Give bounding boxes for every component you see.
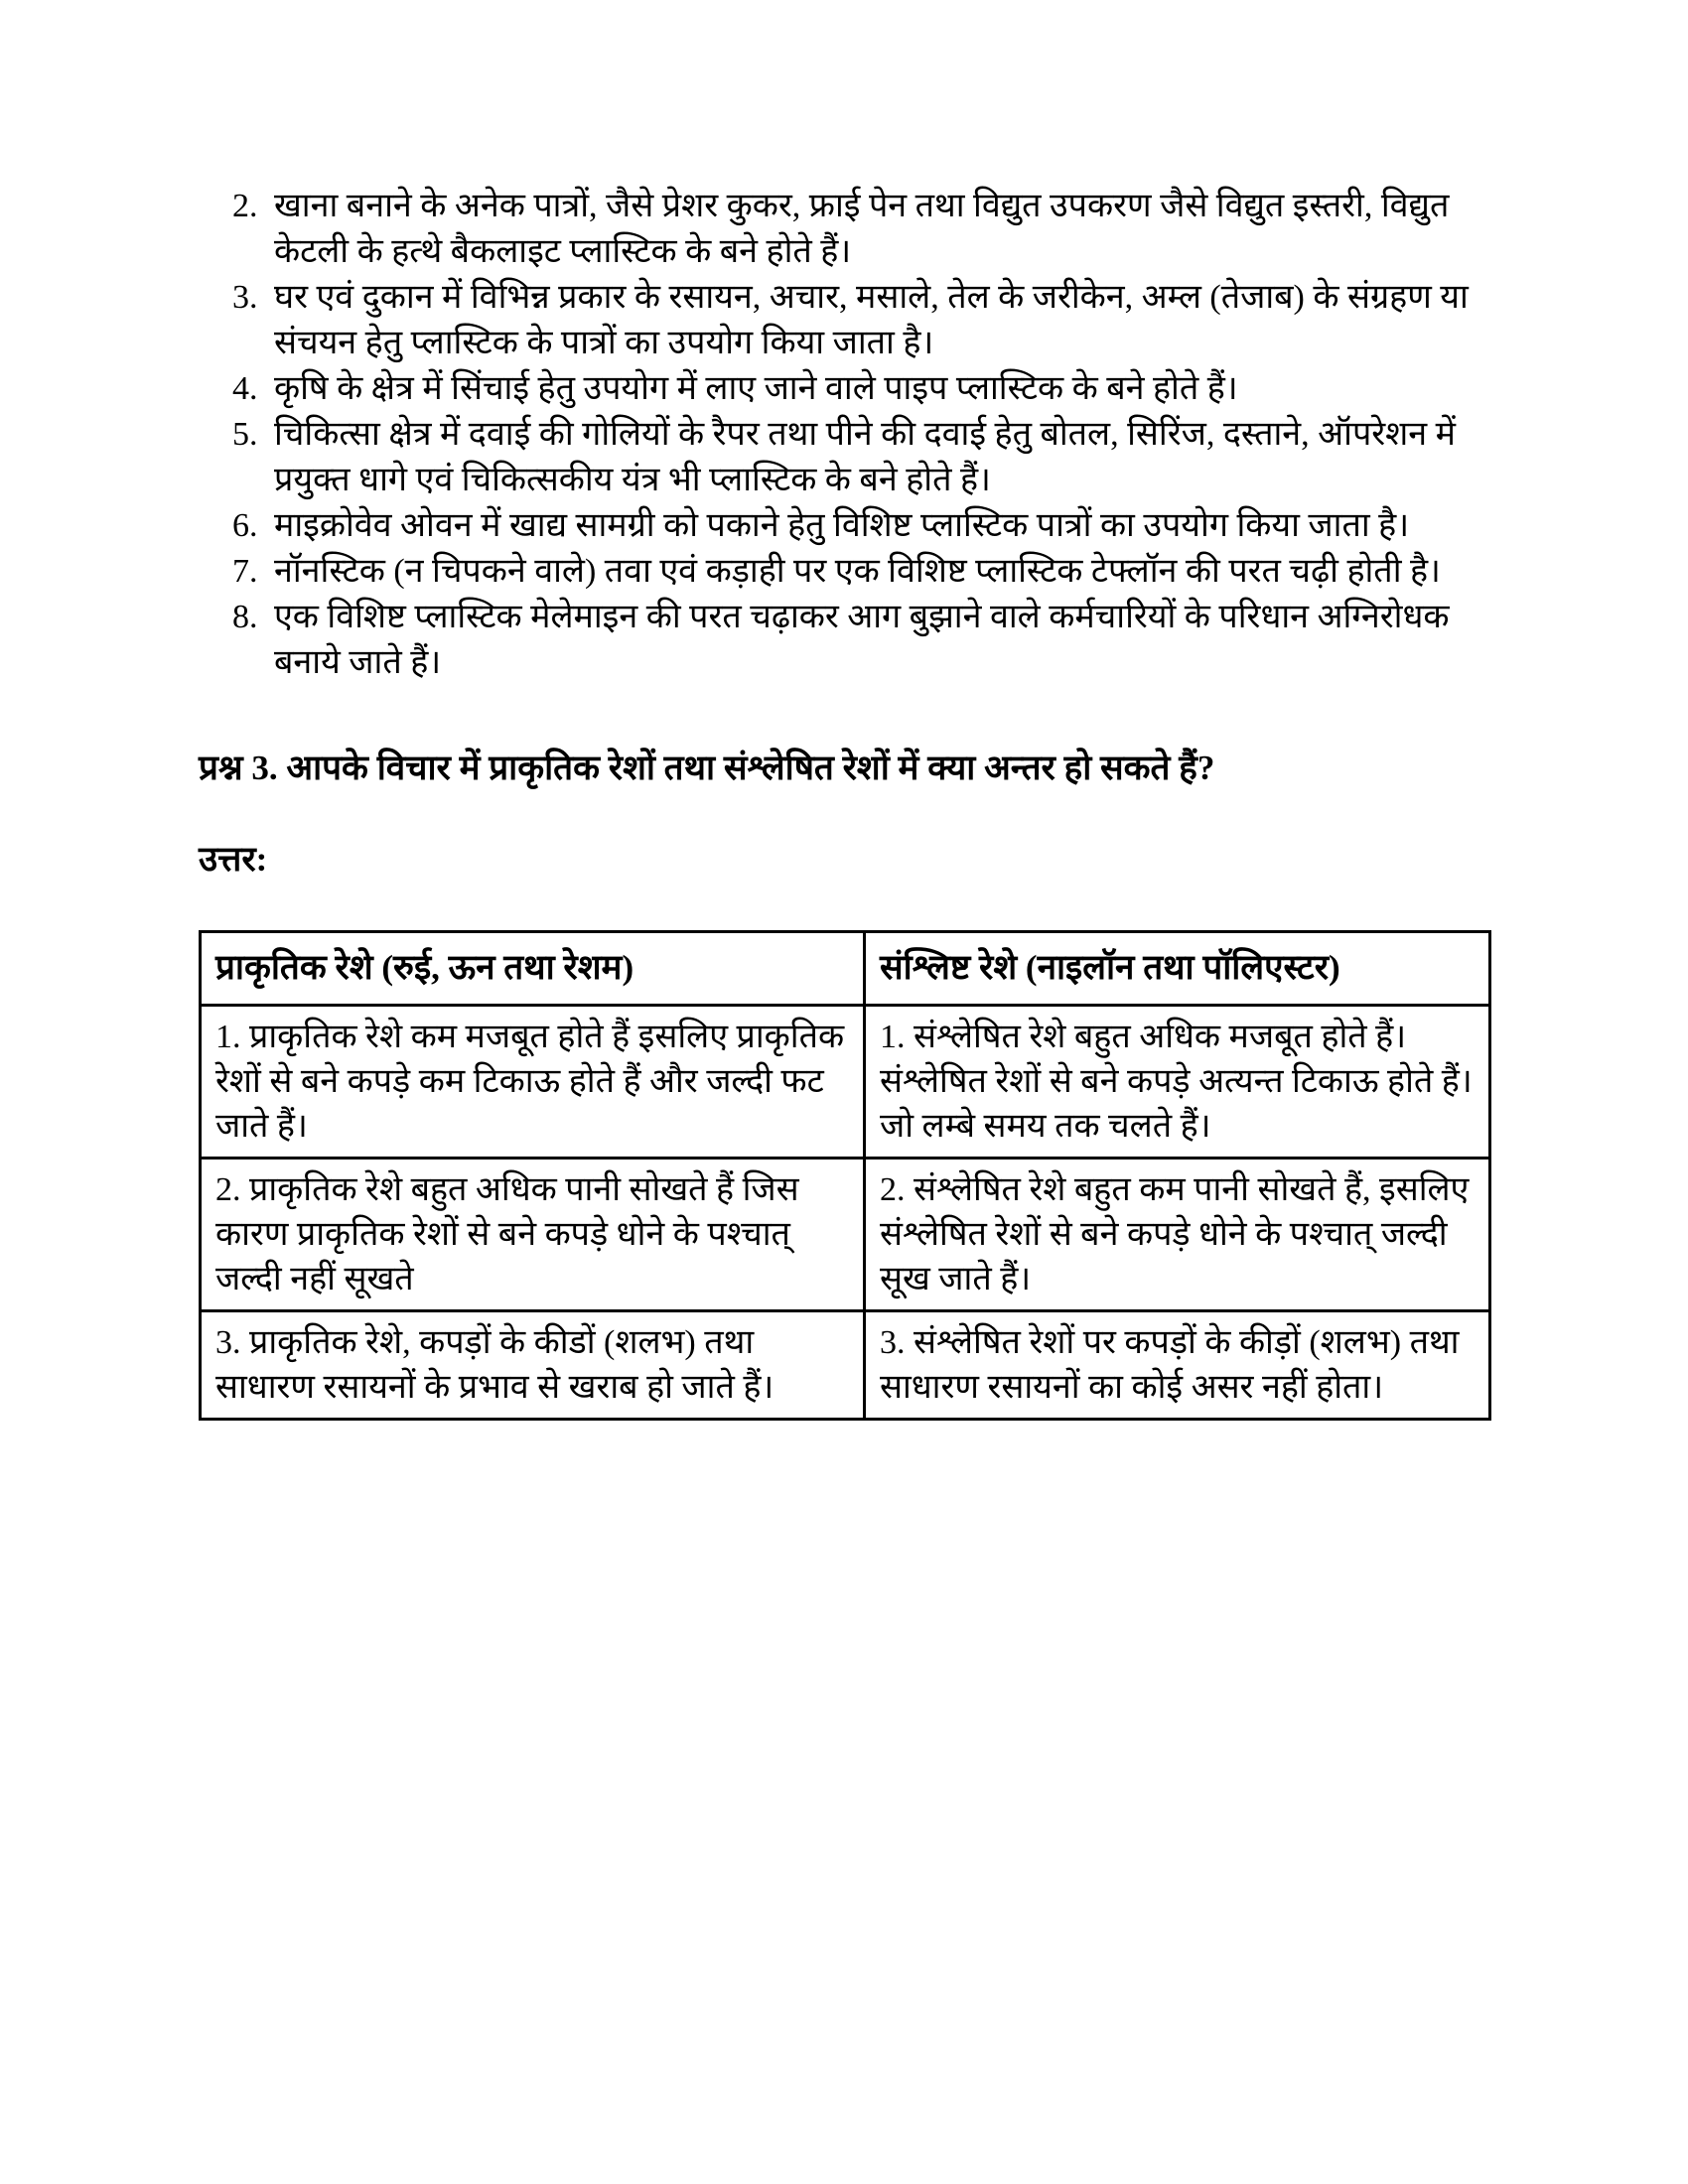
- list-item: [199, 549, 1491, 595]
- fiber-comparison-table: [199, 930, 1491, 1421]
- list-item-number: 7.: [232, 553, 258, 590]
- table-cell-natural-3: 3. प्राकृतिक रेशे, कपड़ों के कीडों (शलभ) तथा साधारण रसायनों के प्रभाव से खराब हो जाते हैं।: [201, 1311, 865, 1420]
- list-item-number: 8.: [232, 599, 258, 635]
- question-heading: प्रश्न 3. आपके विचार में प्राकृतिक रेशों तथा संश्लेषित रेशों में क्या अन्तर हो सकते हैं?: [199, 749, 1215, 787]
- list-item-number: 4.: [232, 370, 258, 407]
- table-cell-synthetic-3: 3. संश्लेषित रेशों पर कपड़ों के कीड़ों (शलभ) तथा साधारण रसायनों का कोई असर नहीं होता।: [864, 1311, 1489, 1420]
- list-item-text: घर एवं दुकान में विभिन्न प्रकार के रसायन, अचार, मसाले, तेल के जरीकेन, अम्ल (तेजाब) के संग्रहण या संचयन हेतु प्लास्टिक के पात्रों का उपयोग किया जाता है।: [274, 279, 1469, 361]
- list-item: [199, 275, 1491, 366]
- table-header-natural-fibers: प्राकृतिक रेशे (रुई, ऊन तथा रेशम): [201, 932, 865, 1006]
- answer-label: उत्तर:: [199, 840, 268, 879]
- list-item-text: चिकित्सा क्षेत्र में दवाई की गोलियों के रैपर तथा पीने की दवाई हेतु बोतल, सिरिंज, दस्ताने, ऑपरेशन में प्रयुक्त धागे एवं चिकित्सकीय यंत्र भी प्लास्टिक के बने होते हैं।: [274, 416, 1456, 498]
- list-item: [199, 412, 1491, 503]
- list-item-number: 3.: [232, 279, 258, 316]
- table-header-synthetic-fibers: संश्लिष्ट रेशे (नाइलॉन तथा पॉलिएस्टर): [864, 932, 1489, 1006]
- table-cell-natural-2: 2. प्राकृतिक रेशे बहुत अधिक पानी सोखते हैं जिस कारण प्राकृतिक रेशों से बने कपड़े धोने के पश्चात् जल्दी नहीं सूखते: [201, 1159, 865, 1311]
- list-item-text: खाना बनाने के अनेक पात्रों, जैसे प्रेशर कुकर, फ्राई पेन तथा विद्युत उपकरण जैसे विद्युत इस्तरी, विद्युत केटली के हत्थे बैकलाइट प्लास्टिक के बने होते हैं।: [274, 188, 1450, 270]
- table-row: [201, 1311, 1490, 1420]
- list-item: [199, 184, 1491, 275]
- table-header-row: [201, 932, 1490, 1006]
- list-item-number: 2.: [232, 188, 258, 224]
- table-row: [201, 1006, 1490, 1159]
- list-item-text: नॉनस्टिक (न चिपकने वाले) तवा एवं कड़ाही पर एक विशिष्ट प्लास्टिक टेफ्लॉन की परत चढ़ी होती है।: [274, 553, 1441, 590]
- list-item-text: माइक्रोवेव ओवन में खाद्य सामग्री को पकाने हेतु विशिष्ट प्लास्टिक पात्रों का उपयोग किया जाता है।: [274, 507, 1410, 544]
- table-cell-synthetic-1: 1. संश्लेषित रेशे बहुत अधिक मजबूत होते हैं। संश्लेषित रेशों से बने कपड़े अत्यन्त टिकाऊ होते हैं।जो लम्बे समय तक चलते हैं।: [864, 1006, 1489, 1159]
- list-item: [199, 503, 1491, 549]
- list-item: [199, 366, 1491, 412]
- table-row: [201, 1159, 1490, 1311]
- plastic-uses-list: [199, 184, 1491, 686]
- list-item-text: एक विशिष्ट प्लास्टिक मेलेमाइन की परत चढ़ाकर आग बुझाने वाले कर्मचारियों के परिधान अग्निरोधक बनाये जाते हैं।: [274, 599, 1450, 681]
- table-cell-natural-1: 1. प्राकृतिक रेशे कम मजबूत होते हैं इसलिए प्राकृतिक रेशों से बने कपड़े कम टिकाऊ होते हैं और जल्दी फट जाते हैं।: [201, 1006, 865, 1159]
- list-item-number: 6.: [232, 507, 258, 544]
- list-item-number: 5.: [232, 416, 258, 453]
- list-item: [199, 595, 1491, 686]
- list-item-text: कृषि के क्षेत्र में सिंचाई हेतु उपयोग में लाए जाने वाले पाइप प्लास्टिक के बने होते हैं।: [274, 370, 1238, 407]
- document-content: [199, 184, 1491, 1421]
- table-cell-synthetic-2: 2. संश्लेषित रेशे बहुत कम पानी सोखते हैं, इसलिए संश्लेषित रेशों से बने कपड़े धोने के पश्चात् जल्दी सूख जाते हैं।: [864, 1159, 1489, 1311]
